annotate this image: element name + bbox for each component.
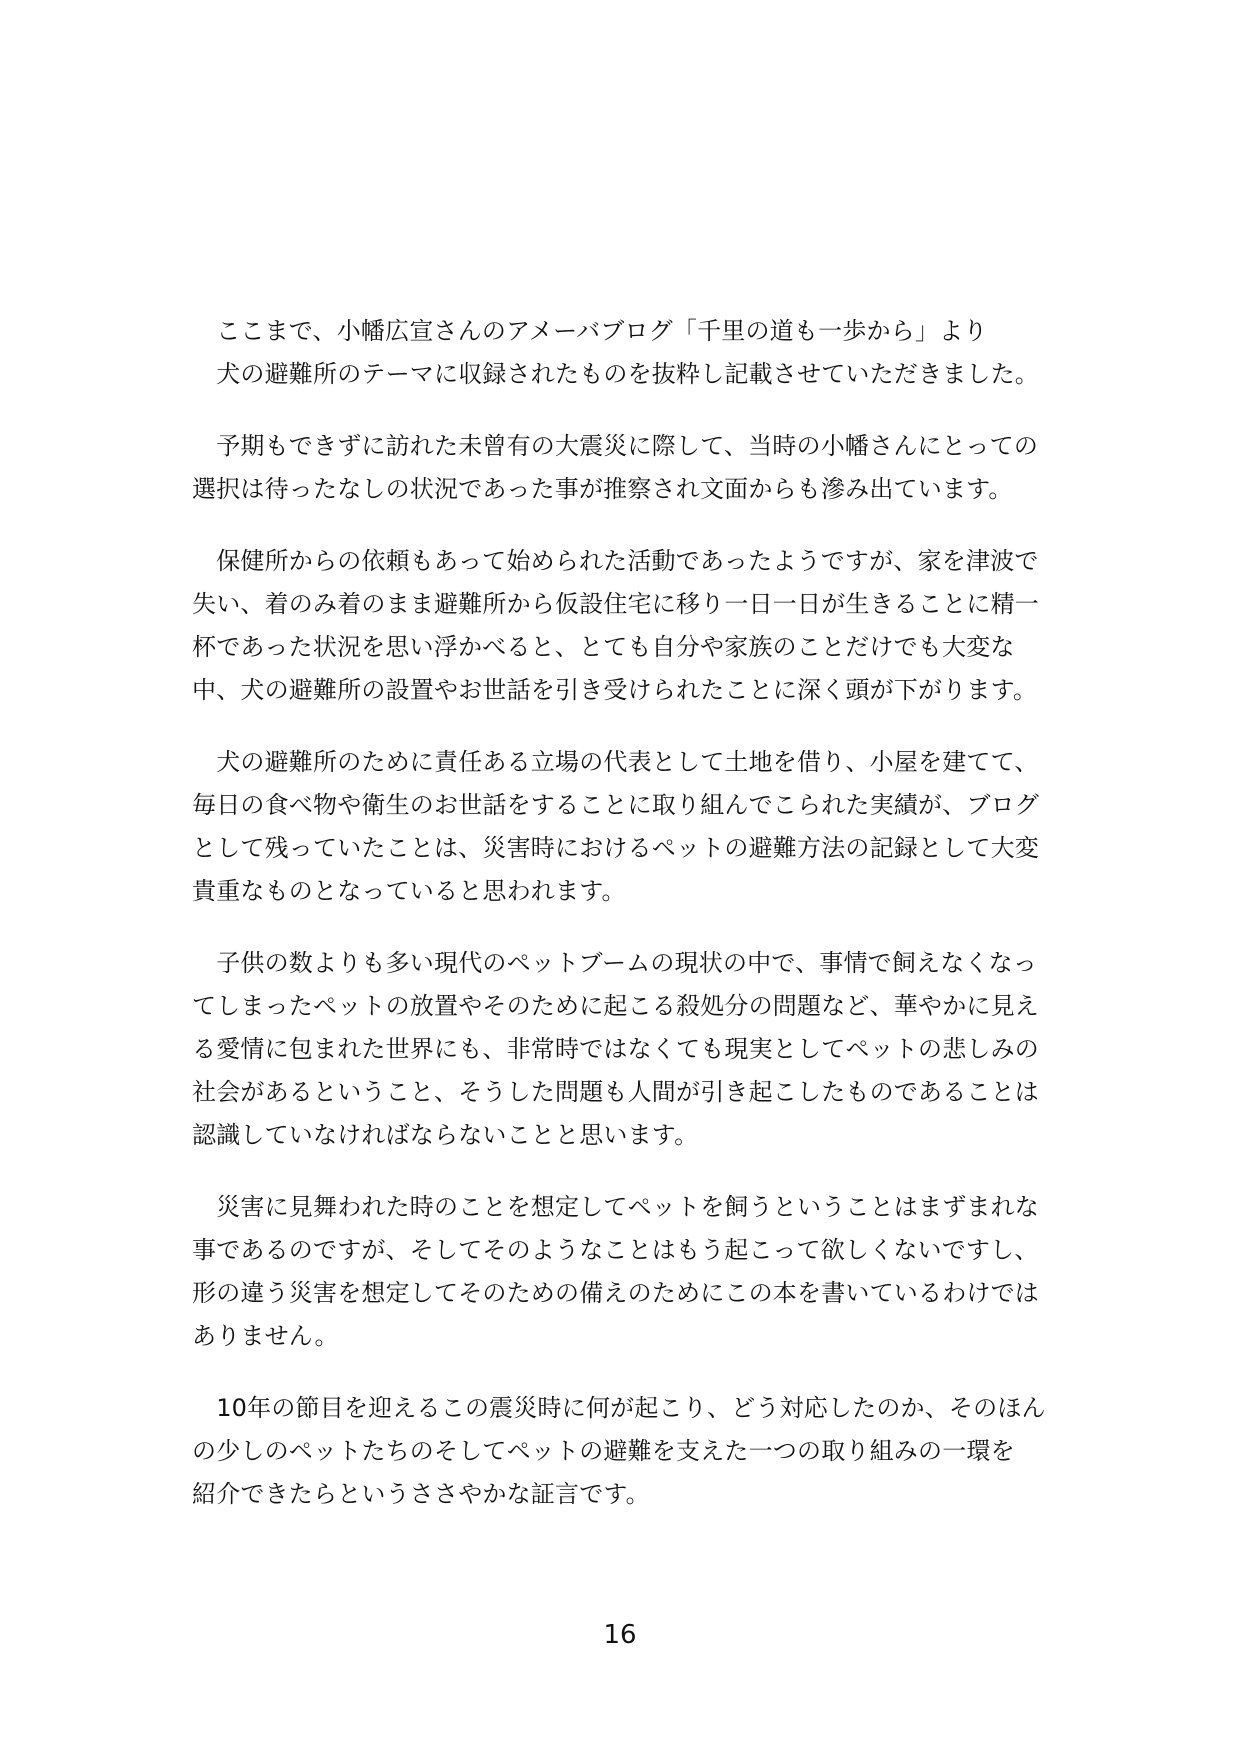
text-line: 紹介できたらというささやかな証言です。 <box>192 1480 650 1508</box>
text-line: 中、犬の避難所の設置やお世話を引き受けられたことに深く頭が下がります。 <box>192 676 1038 704</box>
body-text <box>192 310 1072 1545</box>
text-line: 失い、着のみ着のまま避難所から仮設住宅に移り一日一日が生きることに精一 <box>192 590 1039 618</box>
text-line: 選択は待ったなしの状況であった事が推察され文面からも滲み出ています。 <box>192 475 1013 503</box>
text-line: として残っていたことは、災害時におけるペットの避難方法の記録として大変 <box>192 834 1039 862</box>
page-number: 16 <box>603 1620 637 1650</box>
paragraph-7 <box>192 1387 1072 1516</box>
text-line: 犬の避難所のテーマに収録されたものを抜粋し記載させていただきました。 <box>192 360 1039 388</box>
text-line: 10年の節目を迎えるこの震災時に何が起こり、どう対応したのか、そのほん <box>192 1394 1046 1422</box>
text-line: 杯であった状況を思い浮かべると、とても自分や家族のことだけでも大変な <box>192 633 1015 661</box>
text-line: 犬の避難所のために責任ある立場の代表として土地を借り、小屋を建てて、 <box>192 748 1039 776</box>
text-line: てしまったペットの放置やそのために起こる殺処分の問題など、華やかに見え <box>192 992 1039 1020</box>
text-line: 子供の数よりも多い現代のペットブームの現状の中で、事情で飼えなくなっ <box>192 949 1038 977</box>
text-line: ここまで、小幡広宣さんのアメーバブログ「千里の道も一歩から」より <box>192 317 988 345</box>
paragraph-6 <box>192 1186 1072 1358</box>
text-line: 社会があるということ、そうした問題も人間が引き起こしたものであることは <box>192 1078 1039 1106</box>
paragraph-5 <box>192 942 1072 1157</box>
text-line: 事であるのですが、そしてそのようなことはもう起こって欲しくないですし、 <box>192 1236 1039 1264</box>
text-line: 毎日の食べ物や衛生のお世話をすることに取り組んでこられた実績が、ブログ <box>192 791 1039 819</box>
text-line: の少しのペットたちのそしてペットの避難を支えた一つの取り組みの一環を <box>192 1437 1015 1465</box>
text-line: 形の違う災害を想定してそのための備えのためにこの本を書いているわけでは <box>192 1279 1039 1307</box>
paragraph-2 <box>192 425 1072 511</box>
text-line: 予期もできずに訪れた未曾有の大震災に際して、当時の小幡さんにとっての <box>192 432 1039 460</box>
text-line: ありません。 <box>192 1322 339 1350</box>
paragraph-1 <box>192 310 1072 396</box>
text-line: 災害に見舞われた時のことを想定してペットを飼うということはまずまれな <box>192 1193 1039 1221</box>
text-line: 認識していなければならないことと思います。 <box>192 1121 699 1149</box>
paragraph-4 <box>192 741 1072 913</box>
text-line: る愛情に包まれた世界にも、非常時ではなくても現実としてペットの悲しみの <box>192 1035 1039 1063</box>
text-line: 保健所からの依頼もあって始められた活動であったようですが、家を津波で <box>192 547 1039 575</box>
paragraph-3 <box>192 540 1072 712</box>
text-line: 貴重なものとなっていると思われます。 <box>192 877 626 905</box>
